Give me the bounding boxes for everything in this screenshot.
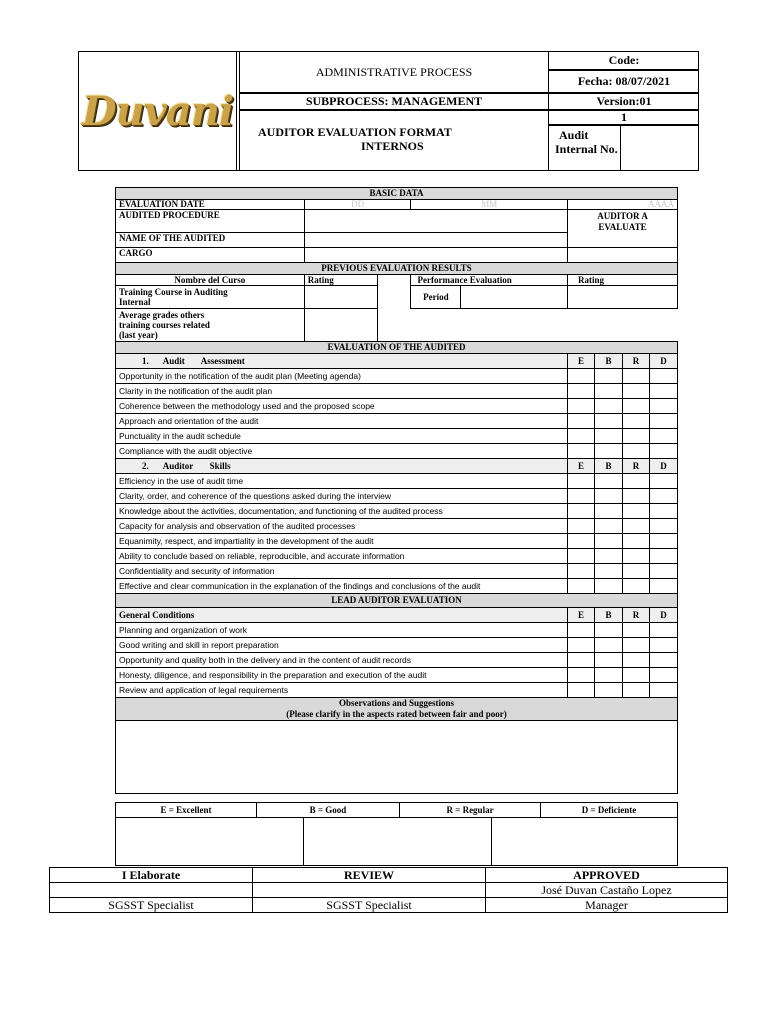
approval-table	[49, 867, 728, 913]
rating-r[interactable]	[622, 444, 649, 459]
rating-b[interactable]	[595, 444, 623, 459]
version-number-text: 1	[621, 110, 627, 124]
format-title	[239, 110, 549, 170]
rating-r[interactable]	[622, 429, 649, 444]
legend-deficient: D = Deficiente	[581, 805, 637, 815]
rating-d[interactable]	[649, 683, 677, 698]
version-number	[549, 110, 699, 125]
year-field[interactable]: AAAA	[568, 200, 678, 210]
legend-good: B = Good	[257, 803, 400, 817]
rating-b[interactable]	[595, 369, 623, 384]
average-grades-rating[interactable]	[304, 309, 378, 342]
col-b: B	[595, 459, 623, 474]
elaborate-role: SGSST Specialist	[50, 898, 253, 913]
rating-r[interactable]	[622, 414, 649, 429]
rating-r[interactable]	[622, 474, 649, 489]
observations-subtitle: (Please clarify in the aspects rated between fair and poor)	[286, 709, 507, 719]
rating-d[interactable]	[649, 623, 677, 638]
section-2-word-2: Skills	[209, 460, 231, 471]
rating-d[interactable]	[649, 504, 677, 519]
performance-header: Performance Evaluation	[411, 275, 568, 286]
subprocess-text: SUBPROCESS: MANAGEMENT	[305, 94, 483, 108]
rating-r[interactable]	[622, 534, 649, 549]
criterion-row: Opportunity in the notification of the audit plan (Meeting agenda)	[116, 369, 568, 384]
rating-d[interactable]	[649, 519, 677, 534]
col-r: R	[622, 608, 649, 623]
col-d: D	[649, 354, 677, 369]
rating-r[interactable]	[622, 638, 649, 653]
audit-label-line-1: Audit	[559, 128, 589, 142]
rating-e[interactable]	[568, 519, 595, 534]
rating-b[interactable]	[595, 489, 623, 504]
col-b: B	[595, 608, 623, 623]
rating-d[interactable]	[649, 414, 677, 429]
rating-r[interactable]	[622, 668, 649, 683]
rating-e[interactable]	[568, 369, 595, 384]
version-field	[549, 93, 699, 110]
code-label: Code:	[608, 53, 640, 67]
average-line-1: Average grades others	[119, 310, 205, 320]
section-2-header	[116, 459, 568, 474]
basic-data-title: BASIC DATA	[116, 188, 678, 200]
rating-e[interactable]	[568, 429, 595, 444]
rating-r[interactable]	[622, 564, 649, 579]
blank-area	[411, 309, 678, 342]
review-role: SGSST Specialist	[253, 898, 486, 913]
audit-internal-label	[549, 125, 621, 170]
col-r: R	[622, 354, 649, 369]
signature-box-3[interactable]	[492, 818, 677, 865]
rating-b[interactable]	[595, 638, 623, 653]
rating-e[interactable]	[568, 414, 595, 429]
rating-d[interactable]	[649, 653, 677, 668]
rating-b[interactable]	[595, 579, 623, 594]
rating-b[interactable]	[595, 623, 623, 638]
evaluation-date-label: EVALUATION DATE	[116, 200, 305, 210]
criterion-row: Equanimity, respect, and impartiality in the development of the audit	[116, 534, 568, 549]
review-name[interactable]	[253, 883, 486, 898]
rating-d[interactable]	[649, 638, 677, 653]
rating-b[interactable]	[595, 668, 623, 683]
course-name-header: Nombre del Curso	[116, 275, 305, 286]
rating-e[interactable]	[568, 489, 595, 504]
elaborate-name[interactable]	[50, 883, 253, 898]
criterion-row: Punctuality in the audit schedule	[116, 429, 568, 444]
evaluation-form	[115, 187, 678, 794]
process-text: ADMINISTRATIVE PROCESS	[315, 64, 473, 79]
rating-b[interactable]	[595, 504, 623, 519]
training-course-line-1: Training Course in Auditing	[119, 287, 228, 297]
rating-d[interactable]	[649, 444, 677, 459]
approved-header: APPROVED	[486, 868, 728, 883]
logo-box	[79, 52, 237, 170]
section-2-number: 2.	[142, 460, 149, 471]
col-b: B	[595, 354, 623, 369]
criterion-row: Compliance with the audit objective	[116, 444, 568, 459]
training-course-rating[interactable]	[304, 286, 378, 309]
rating-b[interactable]	[595, 399, 623, 414]
criterion-row: Review and application of legal requirements	[116, 683, 568, 698]
period-field[interactable]	[461, 286, 568, 309]
training-course-label	[116, 286, 305, 309]
criterion-row: Planning and organization of work	[116, 623, 568, 638]
version-label: Version:01	[596, 94, 652, 108]
rating-e[interactable]	[568, 474, 595, 489]
average-grades-label	[116, 309, 305, 342]
name-audited-label: NAME OF THE AUDITED	[116, 233, 305, 248]
day-field[interactable]: DD	[304, 200, 411, 210]
rating-r[interactable]	[622, 399, 649, 414]
rating-e[interactable]	[568, 444, 595, 459]
code-field	[549, 52, 699, 70]
criterion-row: Ability to conclude based on reliable, reproducible, and accurate information	[116, 549, 568, 564]
rating-r[interactable]	[622, 579, 649, 594]
section-1-header	[116, 354, 568, 369]
observations-title: Observations and Suggestions	[338, 698, 455, 708]
legend-regular: R = Regular	[400, 803, 541, 817]
audited-procedure-label: AUDITED PROCEDURE	[116, 210, 305, 233]
col-e: E	[568, 354, 595, 369]
header-block	[78, 51, 699, 171]
cargo-field[interactable]	[304, 248, 567, 263]
rating-d[interactable]	[649, 369, 677, 384]
elaborate-header: I Elaborate	[50, 868, 253, 883]
auditor-evaluate-line-2: EVALUATE	[598, 222, 647, 232]
review-header: REVIEW	[253, 868, 486, 883]
date-label: Fecha: 08/07/2021	[577, 74, 671, 88]
audit-label-line-2: Internal No.	[555, 142, 618, 156]
auditor-evaluate-line-1: AUDITOR A	[597, 211, 648, 221]
rating-d[interactable]	[649, 564, 677, 579]
observations-field[interactable]	[116, 721, 678, 794]
general-conditions-header: General Conditions	[116, 608, 568, 623]
rating-b[interactable]	[595, 653, 623, 668]
audit-internal-value[interactable]	[621, 125, 699, 170]
training-course-line-2: Internal	[119, 297, 151, 307]
observations-header	[116, 698, 678, 721]
signature-box-2[interactable]	[304, 818, 492, 865]
col-r: R	[622, 459, 649, 474]
performance-rating-field[interactable]	[568, 286, 678, 309]
rating-d[interactable]	[649, 474, 677, 489]
col-d: D	[649, 608, 677, 623]
period-label: Period	[411, 286, 461, 309]
criterion-row: Capacity for analysis and observation of the audited processes	[116, 519, 568, 534]
rating-d[interactable]	[649, 399, 677, 414]
rating-e[interactable]	[568, 534, 595, 549]
lead-auditor-title: LEAD AUDITOR EVALUATION	[116, 594, 678, 608]
criterion-row: Coherence between the methodology used and the proposed scope	[116, 399, 568, 414]
rating-b[interactable]	[595, 519, 623, 534]
cargo-label: CARGO	[116, 248, 305, 263]
criterion-row: Opportunity and quality both in the delivery and in the content of audit records	[116, 653, 568, 668]
rating-b[interactable]	[595, 384, 623, 399]
company-logo: Duvani	[81, 87, 234, 135]
name-audited-field[interactable]	[304, 233, 567, 248]
rating-e[interactable]	[568, 549, 595, 564]
month-field[interactable]: MM	[411, 200, 568, 210]
format-line-1: AUDITOR EVALUATION FORMAT	[258, 125, 452, 139]
format-line-2: INTERNOS	[361, 139, 424, 153]
rating-d[interactable]	[649, 534, 677, 549]
average-line-3: (last year)	[119, 330, 158, 340]
rating-e[interactable]	[568, 384, 595, 399]
rating-r[interactable]	[622, 504, 649, 519]
rating-r[interactable]	[622, 369, 649, 384]
rating-r[interactable]	[622, 623, 649, 638]
rating-d[interactable]	[649, 668, 677, 683]
criterion-row: Clarity, order, and coherence of the questions asked during the interview	[116, 489, 568, 504]
criterion-row: Confidentiality and security of information	[116, 564, 568, 579]
signature-boxes	[115, 817, 678, 866]
rating-b[interactable]	[595, 414, 623, 429]
subprocess-title	[239, 93, 549, 110]
rating-r[interactable]	[622, 384, 649, 399]
rating-b[interactable]	[595, 429, 623, 444]
section-1-word-1: Audit	[162, 355, 185, 366]
previous-results-title: PREVIOUS EVALUATION RESULTS	[116, 263, 678, 275]
rating-b[interactable]	[595, 534, 623, 549]
rating-e[interactable]	[568, 653, 595, 668]
rating-r[interactable]	[622, 549, 649, 564]
rating-b[interactable]	[595, 564, 623, 579]
criterion-row: Honesty, diligence, and responsibility in the preparation and execution of the audit	[116, 668, 568, 683]
rating-b[interactable]	[595, 683, 623, 698]
rating-header: Rating	[304, 275, 378, 286]
criterion-row: Knowledge about the activities, documentation, and functioning of the audited process	[116, 504, 568, 519]
section-1-word-2: Assessment	[200, 355, 245, 366]
col-e: E	[568, 608, 595, 623]
process-title	[239, 52, 549, 93]
average-line-2: training courses related	[119, 320, 210, 330]
rating-e[interactable]	[568, 504, 595, 519]
section-1-number: 1.	[142, 355, 149, 366]
criterion-row: Approach and orientation of the audit	[116, 414, 568, 429]
section-2-word-1: Auditor	[162, 460, 194, 471]
rating-r[interactable]	[622, 653, 649, 668]
criterion-row: Good writing and skill in report preparation	[116, 638, 568, 653]
rating-d[interactable]	[649, 489, 677, 504]
rating-d[interactable]	[649, 579, 677, 594]
rating-e[interactable]	[568, 683, 595, 698]
auditor-evaluate-label	[568, 210, 678, 248]
rating-e[interactable]	[568, 668, 595, 683]
rating-d[interactable]	[649, 384, 677, 399]
rating-r[interactable]	[622, 683, 649, 698]
rating-e[interactable]	[568, 564, 595, 579]
col-e: E	[568, 459, 595, 474]
evaluation-title: EVALUATION OF THE AUDITED	[116, 342, 678, 354]
rating-header-2: Rating	[568, 275, 678, 286]
criterion-row: Effective and clear communication in the explanation of the findings and conclusions of the audit	[116, 579, 568, 594]
rating-e[interactable]	[568, 399, 595, 414]
legend-excellent: E = Excellent	[116, 803, 257, 817]
approver-name: José Duvan Castaño Lopez	[486, 883, 728, 898]
rating-d[interactable]	[649, 549, 677, 564]
date-field	[549, 70, 699, 93]
rating-d[interactable]	[649, 429, 677, 444]
approved-role: Manager	[486, 898, 728, 913]
legend-row	[115, 802, 678, 818]
rating-e[interactable]	[568, 623, 595, 638]
signature-box-1[interactable]	[116, 818, 304, 865]
auditor-evaluate-field[interactable]	[568, 248, 678, 263]
rating-e[interactable]	[568, 579, 595, 594]
criterion-row: Clarity in the notification of the audit plan	[116, 384, 568, 399]
col-d: D	[649, 459, 677, 474]
rating-e[interactable]	[568, 638, 595, 653]
spacer-cell	[378, 275, 411, 342]
audited-procedure-field[interactable]	[304, 210, 567, 233]
rating-r[interactable]	[622, 519, 649, 534]
rating-b[interactable]	[595, 474, 623, 489]
rating-r[interactable]	[622, 489, 649, 504]
criterion-row: Efficiency in the use of audit time	[116, 474, 568, 489]
rating-b[interactable]	[595, 549, 623, 564]
